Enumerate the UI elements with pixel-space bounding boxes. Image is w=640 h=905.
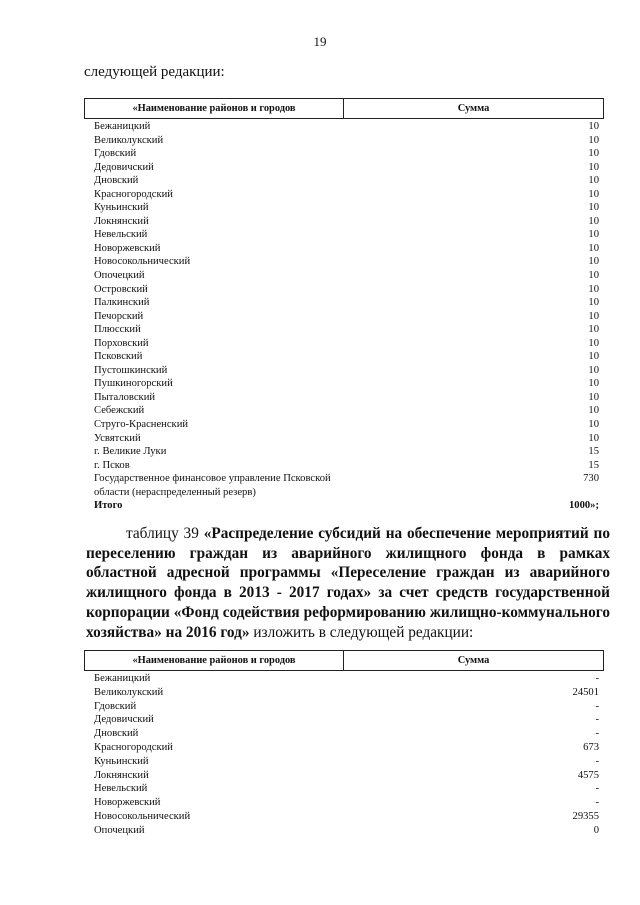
row-name: Плюсский bbox=[94, 324, 141, 336]
table-row bbox=[84, 741, 604, 755]
row-value: 673 bbox=[583, 741, 599, 753]
row-name: Порховский bbox=[94, 337, 149, 349]
table-row bbox=[84, 824, 604, 838]
table-body bbox=[84, 120, 604, 513]
paragraph-suffix: изложить в следующей редакции: bbox=[249, 623, 474, 641]
row-name: Новоржевский bbox=[94, 797, 161, 809]
row-value: 10 bbox=[588, 242, 599, 254]
table-row bbox=[84, 727, 604, 741]
table-row bbox=[84, 350, 604, 364]
row-value: 10 bbox=[588, 283, 599, 295]
row-value: 10 bbox=[588, 378, 599, 390]
table-row bbox=[84, 713, 604, 727]
row-value: 10 bbox=[588, 419, 599, 431]
subsidy-table-1 bbox=[84, 98, 604, 513]
header-name-column: «Наименование районов и городов bbox=[85, 99, 344, 118]
row-name: Пушкиногорский bbox=[94, 378, 173, 390]
table-row bbox=[84, 242, 604, 256]
reserve-name: Государственное финансовое управление Псковской области (нераспределенный резерв) bbox=[94, 473, 331, 498]
row-value: 10 bbox=[588, 364, 599, 376]
table-row bbox=[84, 769, 604, 783]
table-row bbox=[84, 310, 604, 324]
row-name: Дедовичский bbox=[94, 161, 154, 173]
row-value: - bbox=[595, 700, 599, 712]
row-name: Опочецкий bbox=[94, 270, 145, 282]
row-name: Бежаницкий bbox=[94, 121, 151, 132]
row-value: 10 bbox=[588, 310, 599, 322]
table-row bbox=[84, 810, 604, 824]
row-value: 10 bbox=[588, 324, 599, 336]
row-value: - bbox=[595, 714, 599, 726]
row-name: г. Псков bbox=[94, 459, 130, 471]
row-value: 10 bbox=[588, 148, 599, 160]
row-name: Дедовичский bbox=[94, 714, 154, 726]
reserve-value: 730 bbox=[583, 473, 599, 485]
row-name: Локнянский bbox=[94, 769, 149, 781]
row-value: 0 bbox=[593, 824, 599, 836]
row-value: 10 bbox=[588, 297, 599, 309]
amendment-paragraph bbox=[86, 524, 610, 642]
row-name: Пустошкинский bbox=[94, 364, 168, 376]
row-name: Красногородский bbox=[94, 188, 173, 200]
row-name: Невельский bbox=[94, 229, 148, 241]
row-name: Куньинский bbox=[94, 202, 149, 214]
table-row bbox=[84, 188, 604, 202]
row-value: - bbox=[595, 783, 599, 795]
table-row bbox=[84, 147, 604, 161]
table-row bbox=[84, 269, 604, 283]
total-label: Итого bbox=[94, 500, 123, 512]
row-name: Великолукский bbox=[94, 686, 164, 698]
table-row bbox=[84, 782, 604, 796]
row-name: Дновский bbox=[94, 175, 139, 187]
table-row bbox=[84, 337, 604, 351]
row-value: 10 bbox=[588, 215, 599, 227]
row-name: Куньинский bbox=[94, 755, 149, 767]
table-row bbox=[84, 432, 604, 446]
row-value: 15 bbox=[588, 446, 599, 458]
table-row bbox=[84, 459, 604, 473]
row-value: 10 bbox=[588, 270, 599, 282]
paragraph-prefix: таблицу 39 bbox=[126, 525, 204, 542]
row-value: 4575 bbox=[577, 769, 599, 781]
intro-text: следующей редакции: bbox=[84, 64, 225, 80]
row-value: 10 bbox=[588, 432, 599, 444]
row-name: Опочецкий bbox=[94, 824, 145, 836]
row-name: г. Великие Луки bbox=[94, 446, 167, 458]
total-value: 1000»; bbox=[568, 500, 599, 512]
row-value: 10 bbox=[588, 134, 599, 146]
row-value: - bbox=[595, 797, 599, 809]
row-name: Палкинский bbox=[94, 297, 150, 309]
row-value: 10 bbox=[588, 405, 599, 417]
row-value: 24501 bbox=[572, 686, 599, 698]
row-value: 10 bbox=[588, 188, 599, 200]
table-row bbox=[84, 283, 604, 297]
row-name: Струго-Красненский bbox=[94, 419, 189, 431]
header-name-column: «Наименование районов и городов bbox=[85, 651, 344, 670]
header-sum-column: Сумма bbox=[457, 103, 490, 114]
table-row bbox=[84, 796, 604, 810]
row-name: Новосокольнический bbox=[94, 810, 191, 822]
table-row bbox=[84, 377, 604, 391]
table-row bbox=[84, 323, 604, 337]
row-name: Красногородский bbox=[94, 741, 173, 753]
table-row bbox=[84, 672, 604, 686]
table-row bbox=[84, 418, 604, 432]
row-value: 10 bbox=[588, 202, 599, 214]
row-name: Печорский bbox=[94, 310, 144, 322]
table-row bbox=[84, 201, 604, 215]
subsidy-table-2 bbox=[84, 650, 604, 838]
page-number: 19 bbox=[313, 34, 327, 49]
reserve-row bbox=[84, 472, 604, 499]
table-row bbox=[84, 700, 604, 714]
table-row bbox=[84, 391, 604, 405]
table-row bbox=[84, 228, 604, 242]
row-value: 15 bbox=[588, 459, 599, 471]
table-row bbox=[84, 755, 604, 769]
row-name: Пыталовский bbox=[94, 391, 156, 403]
row-name: Новоржевский bbox=[94, 242, 161, 254]
row-name: Гдовский bbox=[94, 700, 137, 712]
row-value: 10 bbox=[588, 175, 599, 187]
table-row bbox=[84, 134, 604, 148]
table-row bbox=[84, 174, 604, 188]
table-row bbox=[84, 161, 604, 175]
row-value: - bbox=[595, 728, 599, 740]
table-row bbox=[84, 364, 604, 378]
row-value: 10 bbox=[588, 161, 599, 173]
table-body bbox=[84, 672, 604, 838]
table-row bbox=[84, 296, 604, 310]
row-value: 10 bbox=[588, 351, 599, 363]
table-row bbox=[84, 404, 604, 418]
row-name: Себежский bbox=[94, 405, 145, 417]
row-name: Островский bbox=[94, 283, 148, 295]
row-value: 10 bbox=[588, 229, 599, 241]
table-row bbox=[84, 445, 604, 459]
row-name: Великолукский bbox=[94, 134, 164, 146]
row-value: 10 bbox=[588, 391, 599, 403]
table-header bbox=[84, 98, 604, 119]
row-value: 10 bbox=[588, 256, 599, 268]
total-row bbox=[84, 499, 604, 513]
row-name: Локнянский bbox=[94, 215, 149, 227]
row-name: Гдовский bbox=[94, 148, 137, 160]
row-name: Новосокольнический bbox=[94, 256, 191, 268]
table-row bbox=[84, 686, 604, 700]
header-sum-column: Сумма bbox=[457, 655, 490, 666]
row-value: 10 bbox=[588, 121, 599, 132]
row-name: Дновский bbox=[94, 728, 139, 740]
row-value: - bbox=[595, 673, 599, 684]
table-row bbox=[84, 255, 604, 269]
table-row bbox=[84, 215, 604, 229]
row-name: Бежаницкий bbox=[94, 673, 151, 684]
table-header bbox=[84, 650, 604, 671]
table-row bbox=[84, 120, 604, 134]
paragraph-bold-title: «Распределение субсидий на обеспечение мероприятий по переселению граждан из аварийного жилищного фонда в рамках областной адресной программы «Переселение граждан из аварийного жилищного фонда в 2013 - 2017 годах» за счет средств государственной корпорации «Фонд содействия реформированию жилищно-коммунального хозяйства» на 2016 год» bbox=[86, 525, 610, 641]
row-value: 10 bbox=[588, 337, 599, 349]
row-name: Псковский bbox=[94, 351, 143, 363]
row-name: Усвятский bbox=[94, 432, 141, 444]
row-value: - bbox=[595, 755, 599, 767]
row-value: 29355 bbox=[572, 810, 599, 822]
row-name: Невельский bbox=[94, 783, 148, 795]
